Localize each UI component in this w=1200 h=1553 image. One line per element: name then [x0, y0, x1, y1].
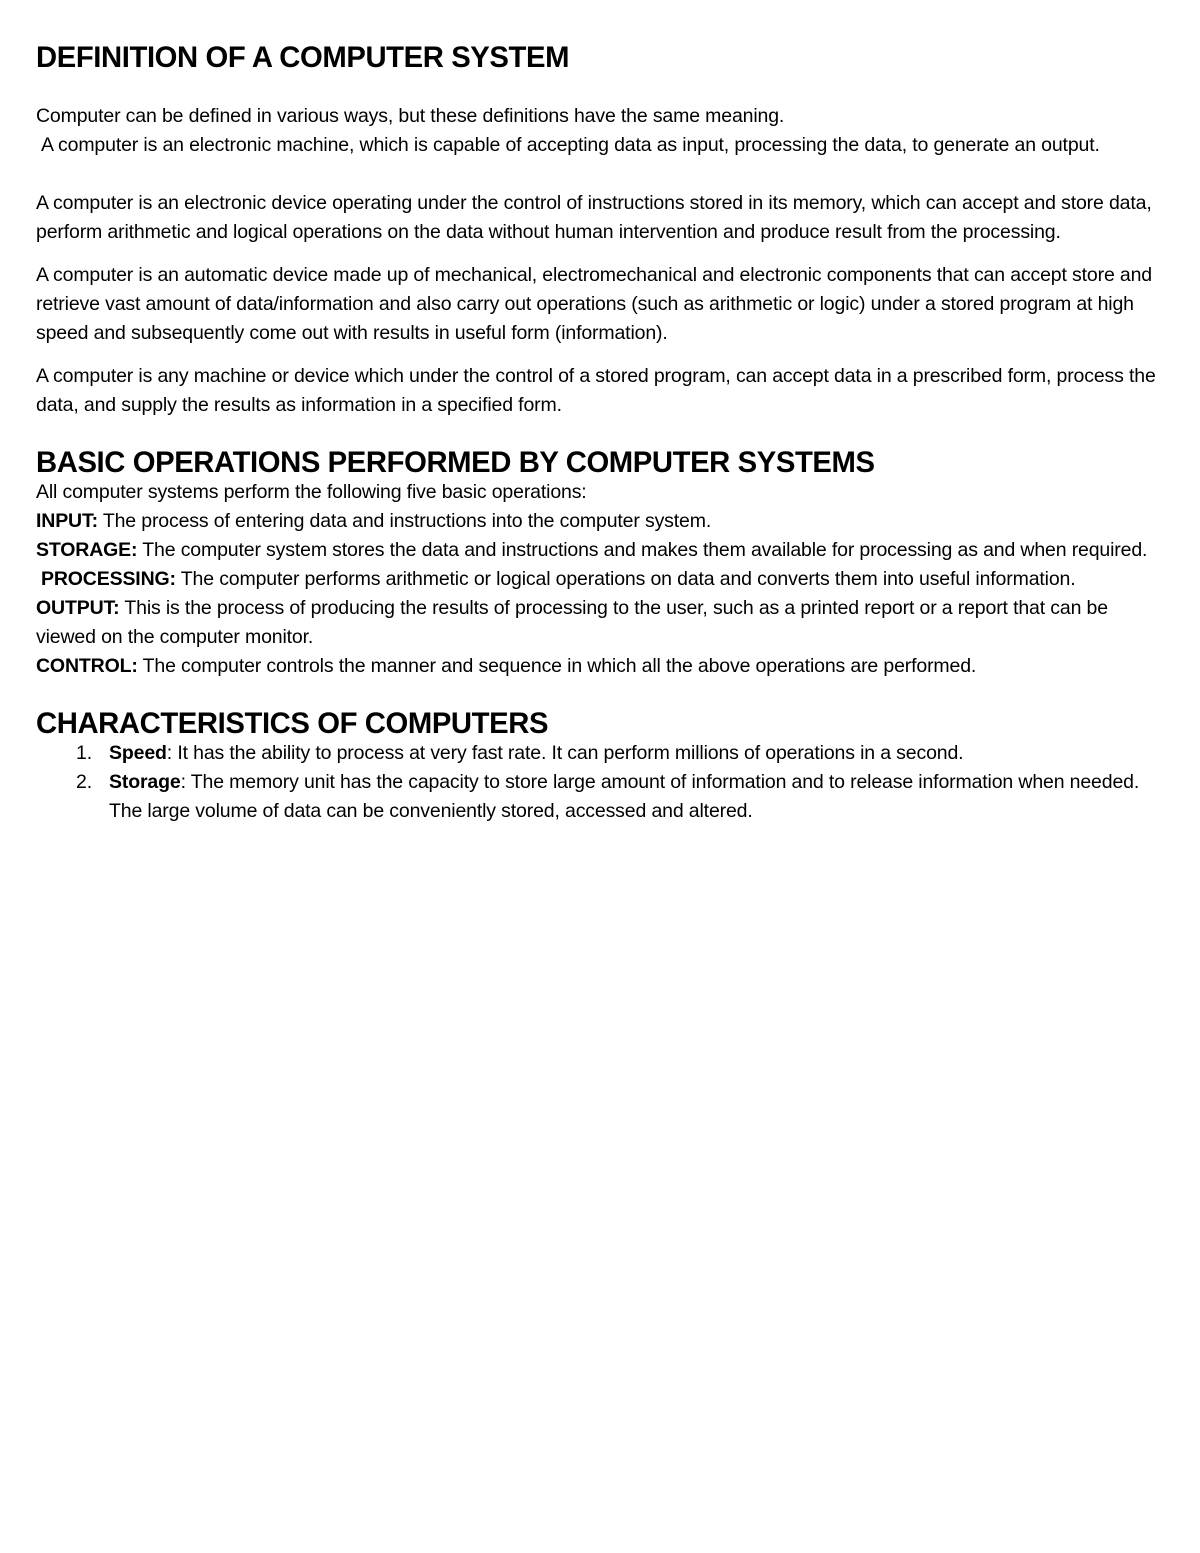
section-heading-basic-operations: BASIC OPERATIONS PERFORMED BY COMPUTER SYSTEMS — [36, 447, 875, 479]
operation-key: STORAGE: — [36, 539, 138, 561]
operation-processing — [36, 565, 1166, 594]
definition-intro: Computer can be defined in various ways, but these definitions have the same meaning. — [36, 105, 785, 127]
section-heading-definition: DEFINITION OF A COMPUTER SYSTEM — [36, 42, 570, 74]
operation-key: INPUT: — [36, 510, 98, 532]
list-text: : The memory unit has the capacity to store large amount of information and to release information when needed. The large volume of data can be conveniently stored, accessed and altered. — [109, 771, 1140, 822]
operations-intro: All computer systems perform the following five basic operations: — [36, 481, 587, 503]
operation-storage — [36, 536, 1166, 565]
operation-output — [36, 594, 1166, 652]
operation-control — [36, 652, 1166, 681]
list-number: 1. — [76, 742, 92, 764]
definition-paragraph-2: A computer is an electronic device operating under the control of instructions stored in its memory, which can accept and store data, perform arithmetic and logical operations on the data without human intervention and produce result from the processing. — [36, 192, 1152, 243]
list-item — [36, 739, 1166, 768]
operation-text: The computer controls the manner and sequence in which all the above operations are performed. — [137, 655, 977, 677]
operation-text: The process of entering data and instructions into the computer system. — [97, 510, 712, 532]
list-term: Speed — [109, 742, 167, 764]
list-number: 2. — [76, 771, 92, 793]
definition-paragraph-3: A computer is an automatic device made up of mechanical, electromechanical and electronic components that can accept store and retrieve vast amount of data/information and also carry out operations (such as arithmetic or logic) under a stored program at high speed and subsequently come out with results in useful form (information). — [36, 264, 1152, 344]
list-text: : It has the ability to process at very fast rate. It can perform millions of operations in a second. — [166, 742, 964, 764]
operation-text: The computer performs arithmetic or logical operations on data and converts them into useful information. — [175, 568, 1076, 590]
definition-paragraph-4: A computer is any machine or device which under the control of a stored program, can accept data in a prescribed form, process the data, and supply the results as information in a specified form. — [36, 365, 1156, 416]
operation-input — [36, 507, 1166, 536]
operation-text: This is the process of producing the results of processing to the user, such as a printed report or a report that can be viewed on the computer monitor. — [36, 597, 1108, 648]
definition-paragraph-1: A computer is an electronic machine, which is capable of accepting data as input, processing the data, to generate an output. — [41, 134, 1100, 156]
operation-text: The computer system stores the data and instructions and makes them available for processing as and when required. — [137, 539, 1148, 561]
characteristics-list — [36, 739, 1166, 826]
document-page — [36, 44, 1166, 826]
list-term: Storage — [109, 771, 181, 793]
list-item — [36, 768, 1166, 826]
operation-key: CONTROL: — [36, 655, 138, 677]
operation-key: PROCESSING: — [41, 568, 176, 590]
operation-key: OUTPUT: — [36, 597, 120, 619]
section-heading-characteristics: CHARACTERISTICS OF COMPUTERS — [36, 708, 549, 740]
